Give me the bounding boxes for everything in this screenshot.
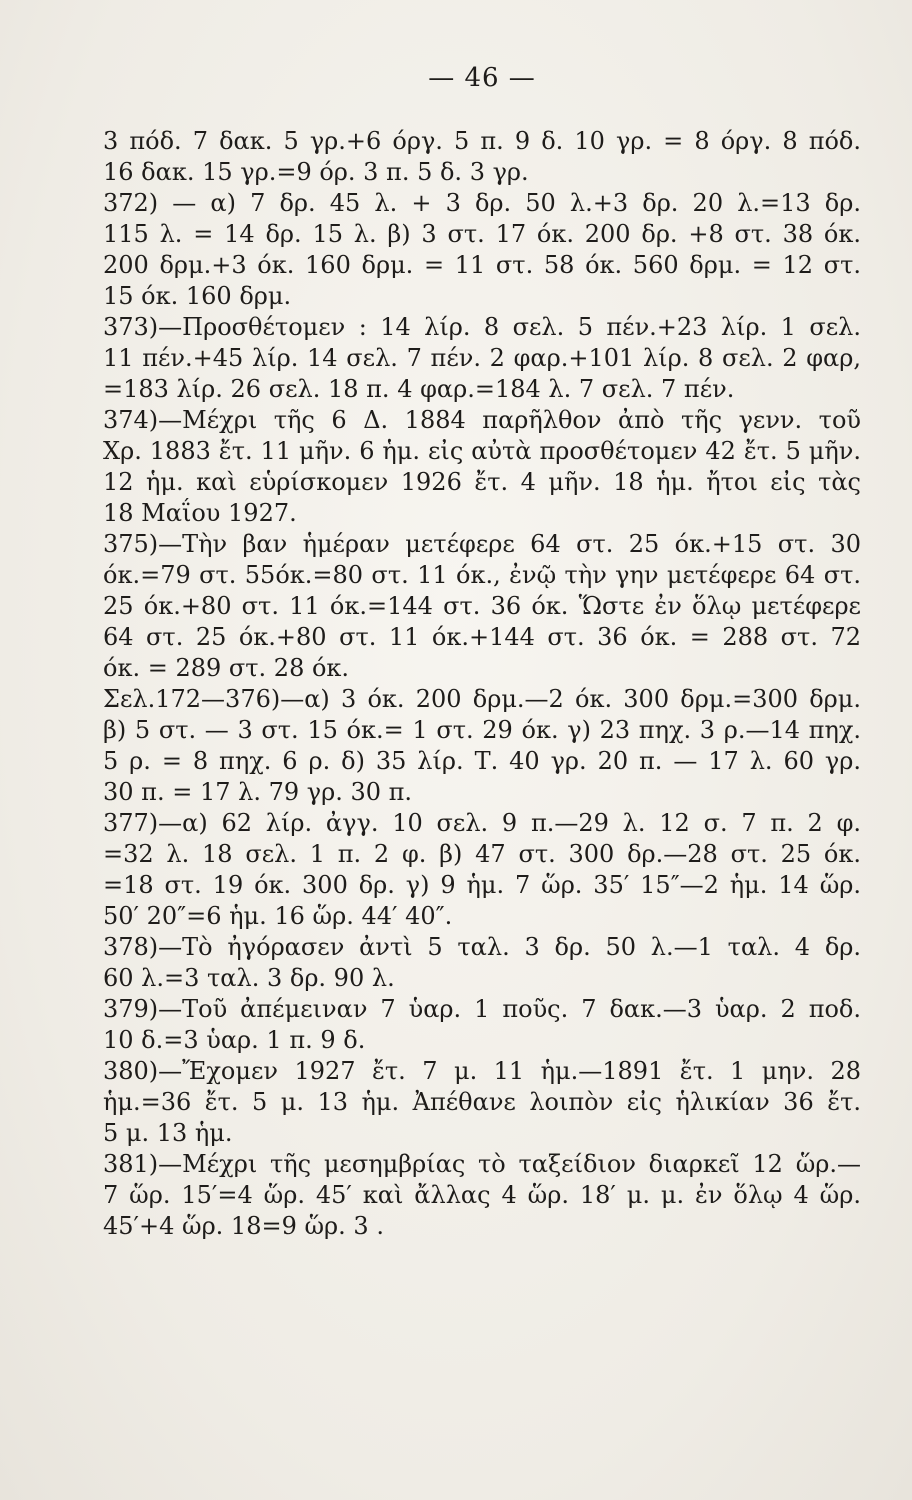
text-line: 381)—Μέχρι τῆς μεσημβρίας τὸ ταξείδιον διαρκεῖ 12 ὥρ.— — [103, 1150, 861, 1178]
text-line: 5 μ. 13 ἡμ. — [103, 1119, 233, 1147]
text-line: 10 δ.=3 ὑαρ. 1 π. 9 δ. — [103, 1026, 366, 1054]
text-line: 45′+4 ὥρ. 18=9 ὥρ. 3 . — [103, 1212, 384, 1240]
text-line: 50′ 20″=6 ἡμ. 16 ὥρ. 44′ 40″. — [103, 902, 453, 930]
text-line: 7 ὥρ. 15′=4 ὥρ. 45′ καὶ ἄλλας 4 ὥρ. 18′ μ. μ. ἐν ὅλῳ 4 ὥρ. — [103, 1181, 861, 1209]
text-line: 200 δρμ.+3 όκ. 160 δρμ. = 11 στ. 58 όκ. 560 δρμ. = 12 στ. — [103, 251, 861, 279]
text-line: =18 στ. 19 όκ. 300 δρ. γ) 9 ἡμ. 7 ὥρ. 35′ 15″—2 ἡμ. 14 ὥρ. — [103, 871, 861, 899]
text-line: 380)—Ἔχομεν 1927 ἔτ. 7 μ. 11 ἡμ.—1891 ἔτ. 1 μην. 28 — [103, 1057, 861, 1085]
text-line: όκ.=79 στ. 55όκ.=80 στ. 11 όκ., ἐνῷ τὴν γην μετέφερε 64 στ. — [103, 561, 861, 589]
text-line: ἡμ.=36 ἔτ. 5 μ. 13 ἡμ. Ἀπέθανε λοιπὸν εἰς ἡλικίαν 36 ἔτ. — [103, 1088, 861, 1116]
text-line: 11 πέν.+45 λίρ. 14 σελ. 7 πέν. 2 φαρ.+101 λίρ. 8 σελ. 2 φαρ, — [103, 344, 861, 372]
text-line: 30 π. = 17 λ. 79 γρ. 30 π. — [103, 778, 413, 806]
text-line: όκ. = 289 στ. 28 όκ. — [103, 654, 350, 682]
text-line: 372) — α) 7 δρ. 45 λ. + 3 δρ. 50 λ.+3 δρ. 20 λ.=13 δρ. — [103, 189, 861, 217]
text-line: 15 όκ. 160 δρμ. — [103, 282, 292, 310]
text-line: 25 όκ.+80 στ. 11 όκ.=144 στ. 36 όκ. Ὥστε ἐν ὅλῳ μετέφερε — [103, 592, 861, 620]
text-line: 379)—Τοῦ ἀπέμειναν 7 ὑαρ. 1 ποῦς. 7 δακ.—3 ὑαρ. 2 ποδ. — [103, 995, 861, 1023]
text-line: =183 λίρ. 26 σελ. 18 π. 4 φαρ.=184 λ. 7 σελ. 7 πέν. — [103, 375, 735, 403]
text-line: 18 Μαΐου 1927. — [103, 499, 297, 527]
text-line: 378)—Τὸ ἠγόρασεν ἀντὶ 5 ταλ. 3 δρ. 50 λ.—1 ταλ. 4 δρ. — [103, 933, 861, 961]
text-line: 373)—Προσθέτομεν : 14 λίρ. 8 σελ. 5 πέν.+23 λίρ. 1 σελ. — [103, 313, 861, 341]
text-line: 3 πόδ. 7 δακ. 5 γρ.+6 όργ. 5 π. 9 δ. 10 γρ. = 8 όργ. 8 πόδ. — [103, 127, 861, 155]
text-line: 5 ρ. = 8 πηχ. 6 ρ. δ) 35 λίρ. Τ. 40 γρ. 20 π. — 17 λ. 60 γρ. — [103, 747, 861, 775]
text-line: 12 ἡμ. καὶ εὑρίσκομεν 1926 ἔτ. 4 μῆν. 18 ἡμ. ἤτοι εἰς τὰς — [103, 468, 861, 496]
text-line: 375)—Τὴν βαν ἡμέραν μετέφερε 64 στ. 25 όκ.+15 στ. 30 — [103, 530, 861, 558]
page-number: — 46 — — [428, 63, 536, 93]
text-line: 115 λ. = 14 δρ. 15 λ. β) 3 στ. 17 όκ. 200 δρ. +8 στ. 38 όκ. — [103, 220, 861, 248]
text-line: Χρ. 1883 ἔτ. 11 μῆν. 6 ἡμ. εἰς αὐτὰ προσθέτομεν 42 ἔτ. 5 μῆν. — [103, 437, 861, 465]
text-line: =32 λ. 18 σελ. 1 π. 2 φ. β) 47 στ. 300 δρ.—28 στ. 25 όκ. — [103, 840, 861, 868]
text-line: 374)—Μέχρι τῆς 6 Δ. 1884 παρῆλθον ἀπὸ τῆς γενν. τοῦ — [103, 406, 861, 434]
text-line: 64 στ. 25 όκ.+80 στ. 11 όκ.+144 στ. 36 όκ. = 288 στ. 72 — [103, 623, 861, 651]
text-line: 16 δακ. 15 γρ.=9 όρ. 3 π. 5 δ. 3 γρ. — [103, 158, 529, 186]
text-line: 60 λ.=3 ταλ. 3 δρ. 90 λ. — [103, 964, 395, 992]
text-body — [103, 126, 861, 1242]
text-line: β) 5 στ. — 3 στ. 15 όκ.= 1 στ. 29 όκ. γ) 23 πηχ. 3 ρ.—14 πηχ. — [103, 716, 861, 744]
text-line: 377)—α) 62 λίρ. ἀγγ. 10 σελ. 9 π.—29 λ. 12 σ. 7 π. 2 φ. — [103, 809, 861, 837]
text-line: Σελ.172—376)—α) 3 όκ. 200 δρμ.—2 όκ. 300 δρμ.=300 δρμ. — [103, 685, 861, 713]
